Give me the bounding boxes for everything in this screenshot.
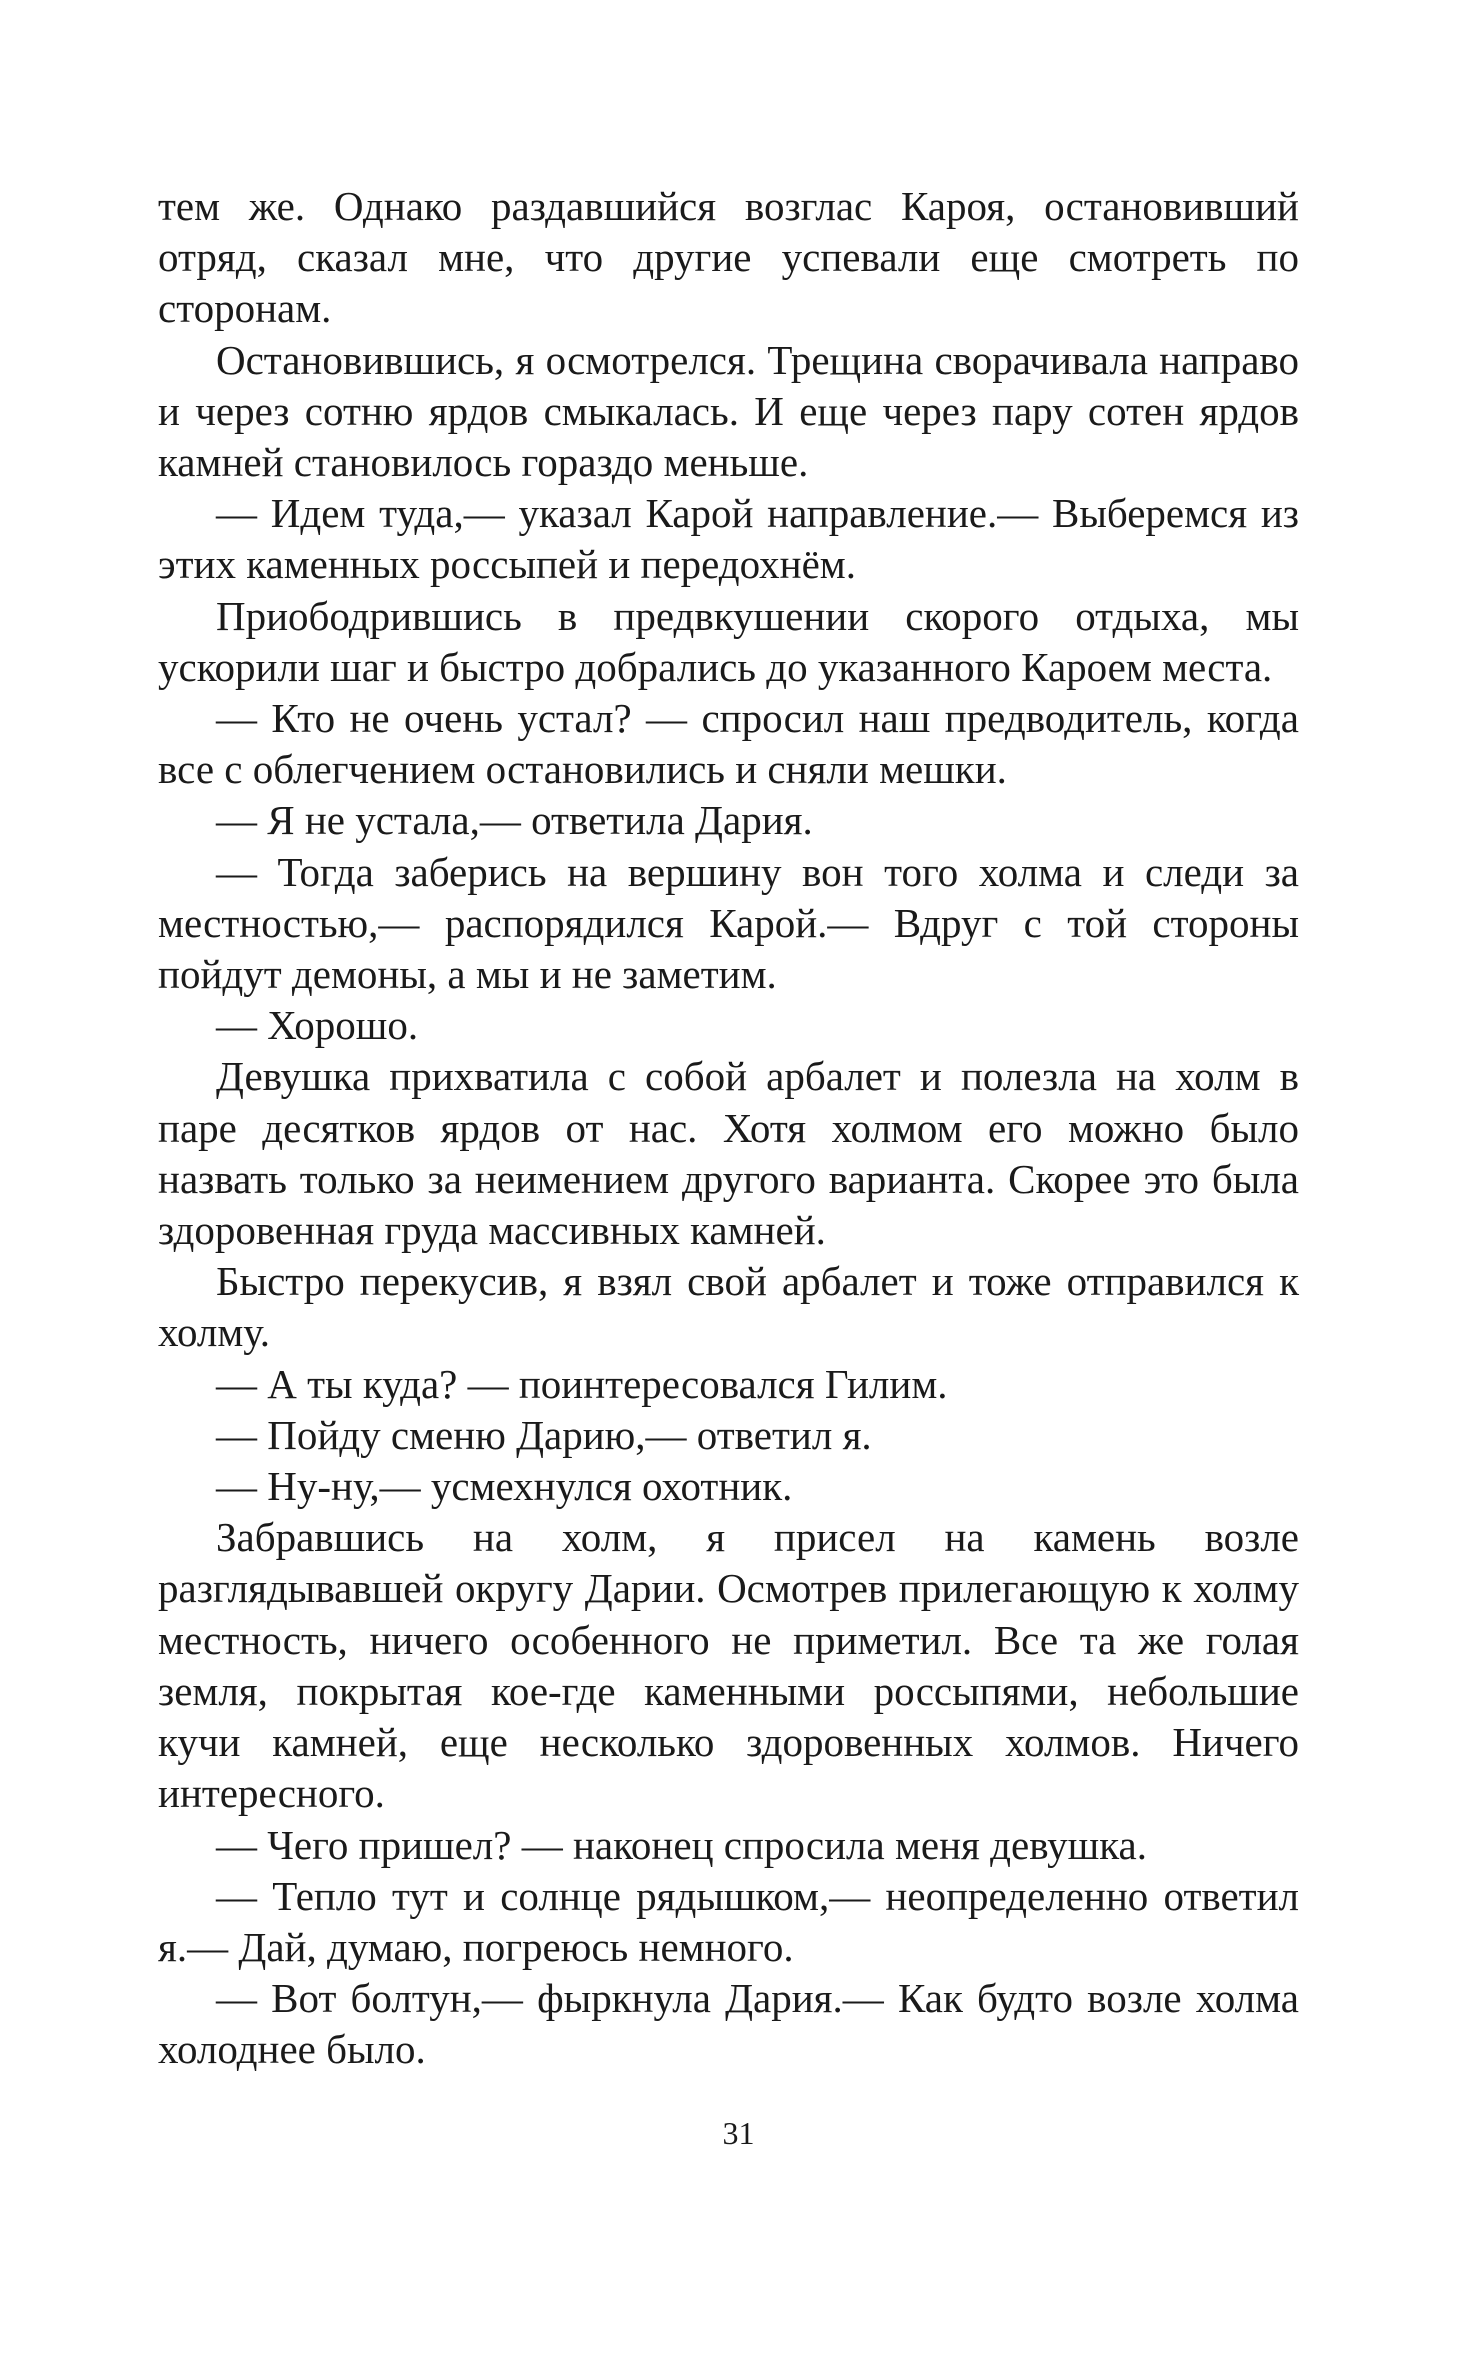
paragraph: Забравшись на холм, я присел на камень возле разглядывавшей округу Дарии. Осмотрев прилегающую к холму местность, ничего особенного не приметил. Все та же голая земля, покрытая кое-где каменными россыпями, небольшие кучи камней, еще несколько здоровенных холмов. Ничего интересного. xyxy=(158,1514,1299,1817)
paragraph: — Тогда заберись на вершину вон того холма и следи за местностью,— распорядился Карой.— Вдруг с той стороны пойдут демоны, а мы и не заметим. xyxy=(158,848,1299,998)
paragraph: тем же. Однако раздавшийся возглас Кароя, остановивший отряд, сказал мне, что другие успевали еще смотреть по сторонам. xyxy=(158,183,1299,332)
paragraph: — Кто не очень устал? — спросил наш предводитель, когда все с облегчением остановились и сняли мешки. xyxy=(158,695,1299,793)
paragraph: — Тепло тут и солнце рядышком,— неопределенно ответил я.— Дай, думаю, погреюсь немного. xyxy=(158,1872,1299,1970)
paragraph: Девушка прихватила с собой арбалет и полезла на холм в паре десятков ярдов от нас. Хотя холмом его можно было назвать только за неимением другого варианта. Скорее это была здоровенная груда массивных камней. xyxy=(158,1053,1299,1254)
paragraph: Приободрившись в предвкушении скорого отдыха, мы ускорили шаг и быстро добрались до указанного Кароем места. xyxy=(158,592,1299,690)
paragraph: Остановившись, я осмотрелся. Трещина сворачивала направо и через сотню ярдов смыкалась. И еще через пару сотен ярдов камней становилось гораздо меньше. xyxy=(158,336,1299,486)
paragraph: — Чего пришел? — наконец спросила меня девушка. xyxy=(216,1821,1147,1868)
paragraph: — Пойду сменю Дарию,— ответил я. xyxy=(216,1411,872,1458)
page-body-text xyxy=(158,181,1299,2076)
paragraph: Быстро перекусив, я взял свой арбалет и тоже отправился к холму. xyxy=(158,1258,1299,1356)
paragraph: — Вот болтун,— фыркнула Дария.— Как будто возле холма холоднее было. xyxy=(158,1975,1299,2073)
paragraph: — Хорошо. xyxy=(216,1002,419,1049)
paragraph: — Ну-ну,— усмехнулся охотник. xyxy=(216,1463,793,1510)
page-number: 31 xyxy=(722,2115,755,2151)
paragraph: — Я не устала,— ответила Дария. xyxy=(216,797,813,844)
paragraph: — А ты куда? — поинтересовался Гилим. xyxy=(216,1360,948,1407)
paragraph: — Идем туда,— указал Карой направление.— Выберемся из этих каменных россыпей и передохнём. xyxy=(158,490,1299,588)
